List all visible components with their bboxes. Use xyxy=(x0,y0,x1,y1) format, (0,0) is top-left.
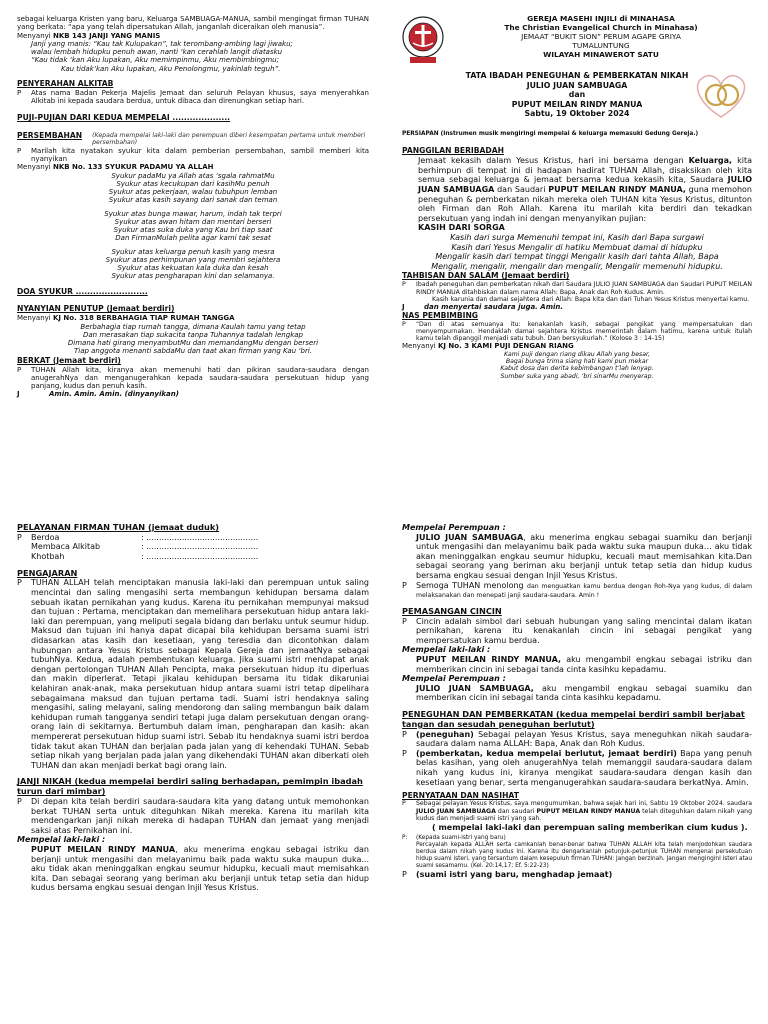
marker: P xyxy=(17,532,22,542)
text-run: Semoga TUHAN menolong xyxy=(416,580,528,590)
section-heading: PUJI-PUJIAN DARI KEDUA MEMPELAI .................... xyxy=(17,113,231,123)
text-run: kita berhimpun di tempat ini di hadapan hadirat TUHAN Allah, disaksikan oleh kita semua sebagai keluarga & jemaat bersama kedua kekasih kita, Saudara xyxy=(418,156,753,185)
lyric-line: “Kau tidak ‘kan Aku lupakan, Aku memimpinmu, Aku membimbingmu; xyxy=(31,56,279,65)
marker: P xyxy=(17,797,22,807)
marker: J xyxy=(402,303,405,312)
service-title: TATA IBADAH PENEGUHAN & PEMBERKATAN NIKAH xyxy=(465,71,689,80)
text-run: Sebagai pelayan Yesus Kristus, saya meneguhkan nikah saudara-saudara dalam nama ALLAH: Bapa, Anak dan Roh Kudus. xyxy=(416,729,752,749)
lyrics-block xyxy=(402,233,752,271)
church-name: GEREJA MASEHI INJILI di MINAHASA xyxy=(527,14,675,23)
page1-left-column xyxy=(17,15,369,399)
instruction xyxy=(17,366,369,391)
text-run: PUPUT MEILAN RINDY MANUA, xyxy=(548,185,686,195)
instruction xyxy=(17,578,369,770)
role-label: Membaca Alkitab xyxy=(31,542,101,552)
service-title-block xyxy=(402,71,752,119)
vow-name: JULIO JUAN SAMBUAGA xyxy=(416,532,524,542)
speaker-label: Mempelai Perempuan : xyxy=(402,674,506,684)
song-title: NKB 143 JANJI YANG MANIS xyxy=(52,31,161,40)
marker: P: xyxy=(402,835,408,842)
instruction xyxy=(402,800,752,822)
section-note: (Kepada mempelai laki-laki dan perempuan diberi kesempatan pertama untuk memberi persembahan) xyxy=(92,132,366,147)
instruction xyxy=(402,617,752,646)
marker: P xyxy=(402,320,406,328)
preparation-label: PERSIAPAN xyxy=(402,130,439,137)
service-date: Sabtu, 19 Oktober 2024 xyxy=(524,109,630,118)
instruction-text: (suami istri yang baru, menghadap jemaat) xyxy=(416,869,613,879)
section-heading: NAS PEMBIMBING xyxy=(402,310,479,320)
role-value: : ............................................ xyxy=(141,532,259,542)
section-heading: TAHBISAN DAN SALAM (Jemaat berdiri) xyxy=(402,271,570,281)
lyric-line: Dan merasakan tiap sukacita tanpa Tuhannya tadalah lengkap xyxy=(83,330,303,339)
text-run: (peneguhan) xyxy=(416,729,474,739)
instruction xyxy=(402,321,752,343)
text-run: Jemaat kekasih dalam Yesus Kristus, hari ini bersama dengan xyxy=(418,156,689,166)
page1-right-column xyxy=(402,15,752,380)
lyric-line: Janji yang manis: “Kau tak Kulupakan”, tak terombang-ambing lagi jiwaku; xyxy=(31,39,293,48)
section-heading: NYANYIAN PENUTUP (Jemaat berdiri) xyxy=(17,304,175,314)
lyric-line: Syukur atas pekerjaan, walau tubuhpun lemban xyxy=(108,188,278,197)
marker: J xyxy=(17,390,20,399)
role-row xyxy=(17,533,369,543)
marker: P xyxy=(402,580,407,590)
instruction xyxy=(402,730,752,749)
song-prefix: Menyanyi xyxy=(17,31,53,40)
lyric-line: Syukur atas awan hitam dan mentari berseri xyxy=(114,217,272,226)
marker: P xyxy=(402,281,406,289)
text-run: dan Saudari xyxy=(494,185,549,195)
region-name: WILAYAH MINAWEROT SATU xyxy=(543,49,659,59)
vow-text xyxy=(402,684,752,703)
vow-body: aku mengambil engkau sebagai suamiku dan memberikan cicin ini sebagai tanda cinta kasihku kepadamu. xyxy=(416,683,752,703)
instruction-text: TUHAN Allah kita, kiranya akan memenuhi hati dan pikiran saudara-saudara dengan anugerahNya dan menganugerahkan kepada saudara-saudara persekutuan hidup yang panjang, kudus dan penuh kasih. xyxy=(31,365,369,391)
lyrics-block xyxy=(17,172,369,281)
song-prefix: Menyanyi xyxy=(17,163,53,172)
speaker-label: Mempelai laki-laki : xyxy=(17,835,106,845)
text-run: JULIO JUAN SAMBUAGA xyxy=(416,807,496,815)
lyric-line: Kabut dosa dan derita kebimbangan t’lah lenyap. xyxy=(500,365,654,373)
text-run: Sebagai pelayan Yesus Kristus, saya mengumumkan, bahwa sejak hari ini, Sabtu 19 Oktober 2024. saudara xyxy=(416,800,752,808)
section-heading: PEMASANGAN CINCIN xyxy=(402,605,502,616)
response-text: Amin. Amin. Amin. (dinyanyikan) xyxy=(49,390,179,399)
section-heading: JANJI NIKAH (kedua mempelai berdiri saling berhadapan, pemimpin ibadah turun dari mimbar) xyxy=(17,776,363,797)
church-info xyxy=(450,15,752,59)
section-heading: PELAYANAN FIRMAN TUHAN (jemaat duduk) xyxy=(17,522,220,532)
persembahan-header xyxy=(17,132,369,147)
role-label: Berdoa xyxy=(31,532,60,542)
section-heading: PENGAJARAN xyxy=(17,567,78,578)
section-heading: PERSEMBAHAN xyxy=(17,131,83,141)
preparation-text: (Instrumen musik mengiringi mempelai & keluarga memasuki Gedung Gereja.) xyxy=(438,130,699,137)
text-run: guna memohon peneguhan & pemberkatan nikah mereka oleh TUHAN kita Yesus Kristus, ditunton oleh Firman dan Roh Allah. Karena itu marilah kita berdiri dan tekadkan persekutuan yang indah ini dengan menyanyikan pujian: xyxy=(418,185,752,223)
lyric-line: Bagai bunga trima siang hati kami pun mekar xyxy=(505,358,649,365)
lyric-line: Mengalir kasih dari tempat tinggi Mengalir kasih dari tahta Allah, Bapa xyxy=(435,252,719,262)
vow-body: , aku menerima engkau sebagai suamiku dan berjanji untuk mengasihi dan melayanimu baik pada waktu suka maupun duka… aku tidak akan meninggalkan engkau seumur hidupku, kecuali maut memisahkan kita.Dan sebagai seorang yang beriman aku berjanji untuk tetap setia dan hidup kudus bersama engkau sesuai dengan Injil Yesus Kristus. xyxy=(416,532,752,580)
section-heading: BERKAT (Jemaat berdiri) xyxy=(17,355,121,365)
vow-body: , aku menerima engkau sebagai istriku dan berjanji untuk mengasihi dan melayanimu baik pada waktu suka maupun duka... aku tidak akan meninggalkan engkau seumur hidupku, kecuali maut memisahkan kita. Dan sebagai seorang yang beriman aku berjanji untuk tetap setia dan hidup kudus bersama engkau sesuai dengan Injil Yesus Kristus. xyxy=(31,845,370,893)
marker: P xyxy=(402,729,407,739)
lyric-line: Dimana hati girang menyambutMu dan memandangMu dengan berseri xyxy=(67,339,319,348)
instruction xyxy=(17,797,369,835)
song-line xyxy=(402,342,752,350)
instruction xyxy=(17,89,369,106)
instruction xyxy=(402,281,752,296)
lyric-line: walau lembah hidupku penuh awan, nanti ‘kan cerahlah langit diatasku xyxy=(31,48,283,56)
instruction xyxy=(402,581,752,600)
lyric-line: Syukur atas keluarga penuh kasih yang mesra xyxy=(111,247,275,256)
song-line xyxy=(17,314,369,322)
role-row xyxy=(17,542,369,552)
text-run: dan menguatkan kamu berdua dengan Roh-Nya yang kudus, di dalam melaksanakan dan menepati janji saudara-saudara. Amin ! xyxy=(416,582,752,600)
congregation-location: TUMALUNTUNG xyxy=(572,40,630,50)
church-logo-icon xyxy=(402,15,444,65)
section-heading: PENEGUHAN DAN PEMBERKATAN (kedua mempelai berdiri sambil berjabat tangan dan sesudah peneguhan berlutut) xyxy=(402,708,745,729)
instruction xyxy=(17,147,369,164)
lyric-line: Syukur atas suka duka yang Kau bri tiap saat xyxy=(113,226,273,235)
lyric-line: Syukur atas kecukupan dari kasihMu penuh xyxy=(116,179,270,188)
text-run: Keluarga, xyxy=(688,156,733,166)
church-header xyxy=(402,15,752,65)
page2-right-column xyxy=(402,523,752,880)
greeting-text: Kasih karunia dan damai sejahtera dari Allah: Bapa kita dan dari Tuhan Yesus Kristus menyertai kamu. xyxy=(432,295,750,303)
preparation-note xyxy=(402,131,752,138)
role-label: Khotbah xyxy=(31,552,65,562)
congregation-name: JEMAAT “BUKIT SION” PERUM AGAPE GRIYA xyxy=(521,31,681,41)
instruction-text: TUHAN ALLAH telah menciptakan manusia laki-laki dan perempuan untuk saling mencintai dan saling mengasihi serta membangun kehidupan bersama dalam sebuah ikatan pernikahan yang kudus. Karena itu pernikahan mempunyai maksud dan tujuan : Pertama, menciptakan dan memelihara persekutuan hidup antara laki-laki dan perempuan, yang meliputi segala bidang dan berlaku untuk seumur hidup. Maksud dan tujuan ini hanya dapat dicapai bila kehidupan bersama suami istri didasarkan atas kasih dan kesetiaan, yang teresdia dan dicontohkan dalam hubungan antara Yesus Kristus sebagai Kepala Gereja dan jemaatNya sebagai tubuhNya. Kedua, adalah pembentukan keluarga. Jika suami istri mendapat anak dengan pertolongan TUHAN Allah Pencipta, maka persekutuan hidup itu diperluas dan makin diperlerat. Tetapi jikalau kehidupan bersama itu tidak dikaruniai kelahiran anak-anak, maka persekutuan hidup antara suami istri tetap dipelihara sebagaimana maksud dan tujuan pertama tadi. Suami istri hendaknya saling mengasihi, saling melayani, saling mendorong dan saling membangun baik dalam kehidupan rumah tangganya sendiri tetapi juga dalam persekutuan dengan orang-orang lain di sekitarnya. Bertumbuh dalam iman, pengharapan dan kasih: akan mempererat persekutuan hidup suami istri. Sebab itu hendaknya suami istri berdoa tidak takut akan TUHAN dan berjalan pada jalan yang di kehendaki TUHAN. Sebab setiap nikah yang berjalan pada jalan yang dikehendaki TUHAN akan diberkati oleh TUHAN dan akan menjadi berkat bagi orang lain. xyxy=(31,578,369,770)
instruction-text: Di depan kita telah berdiri saudara-saudara kita yang datang untuk memohonkan berkat TUHAN serta untuk diteguhkan Nikah mereka. Karena itu marilah kita mendengarkan janji nikah mereka di hadapan TUHAN dan jemaat yang menjadi saksi atas Pernikahan ini. xyxy=(31,797,369,835)
text-run: (pemberkatan, kedua mempelai berlutut, jemaat berdiri) xyxy=(416,748,677,758)
lyric-line: Kami puji dengan riang dikau Allah yang besar, xyxy=(504,350,650,358)
vow-text xyxy=(402,533,752,581)
speaker-label: Mempelai Perempuan : xyxy=(402,523,506,532)
lyric-line: Mengalir, mengalir, mengalir dan mengalir, Mengalir memenuhi hidupku. xyxy=(431,261,723,271)
instruction-note: ( mempelai laki-laki dan perempuan saling memberikan cium kudus ). xyxy=(432,822,748,832)
lyric-line: Sumber suka yang abadi, ‘bri sinarMu menyerap. xyxy=(500,372,654,380)
instruction xyxy=(402,749,752,787)
lyrics-block xyxy=(17,40,369,73)
lyric-line: Syukur atas pengharapan kini dan selamanya. xyxy=(111,272,275,281)
lyric-line: Kau tidak’kan Aku lupakan, Aku Penolongmu, yakinlah teguh”. xyxy=(61,64,281,73)
vow-text xyxy=(402,655,752,674)
vow-name: PUPUT MEILAN RINDY MANUA, xyxy=(416,654,562,664)
song-title: NKB No. 133 SYUKUR PADAMU YA ALLAH xyxy=(52,163,214,172)
instruction-text: Atas nama Badan Pekerja Majelis Jemaat dan seluruh Pelayan khusus, saya menyerahkan Alkitab ini kepada saudara berdua, untuk dibaca dan direnungkan setiap hari. xyxy=(31,88,369,105)
vow-name: PUPUT MEILAN RINDY MANUA xyxy=(31,845,176,854)
song-line xyxy=(17,32,369,40)
section-heading: PANGGILAN BERIBADAH xyxy=(402,146,504,156)
song-title: KJ No. 318 BERBAHAGIA TIAP RUMAH TANGGA xyxy=(52,314,235,323)
section-heading: PERNYATAAN DAN NASIHAT xyxy=(402,791,519,801)
song-prefix: Menyanyi xyxy=(402,342,438,351)
lyric-line: Syukur atas perhimpunan yang membri sejahtera xyxy=(105,255,281,264)
instruction-text: “Dan di atas semuanya itu: kenakanlah kasih, sebagai pengikat yang mempersatukan dan menyempurnakan. Hendaklah damai sejahtera Kristus memerintah dalam hatimu, karena untuk itulah kamu telah dipanggil menjadi satu tubuh. Dan bersyukurlah.” (Kolose 3 : 14-15) xyxy=(416,320,752,343)
lyric-line: Berbahagia tiap rumah tangga, dimana Kaulah tamu yang tetap xyxy=(80,322,306,331)
response xyxy=(17,390,369,398)
marker: P xyxy=(17,146,22,155)
text-run: JULIO JUAN SAMBUAGA xyxy=(418,175,752,195)
groom-name: JULIO JUAN SAMBUAGA xyxy=(526,80,628,90)
call-to-worship-text xyxy=(402,156,752,223)
instruction xyxy=(402,870,752,880)
text-run: PUPUT MEILAN RINDY MANUA xyxy=(536,807,641,815)
lyric-line: Dan FirmanMulah pelita agar kami tak sesat xyxy=(115,234,271,243)
lyrics-block xyxy=(402,351,752,380)
section-heading: DOA SYUKUR ......................... xyxy=(17,286,148,296)
vow-body: aku mengambil engkau sebagai istriku dan memberikan cincin ini sebagai tanda cinta kasihku kepadamu. xyxy=(416,654,752,674)
role-row xyxy=(17,552,369,562)
marker: P xyxy=(402,800,406,808)
title-and: dan xyxy=(568,90,586,99)
section-heading: PENYERAHAN ALKITAB xyxy=(17,78,114,88)
text-run: Bapa yang penuh belas kasihan, yang oleh anugerahNya telah memanggil saudara-saudara dalam nikah yang kudus ini, kiranya mengikat saudara-saudara dengan kasih dan kesetiaan yang benar, serta menganugerahkan saudara-saudara berkatNya. Amin. xyxy=(416,748,752,787)
speaker-label: Mempelai laki-laki : xyxy=(402,645,491,655)
role-value: : ............................................ xyxy=(141,552,259,562)
instruction xyxy=(402,835,752,870)
marker: P xyxy=(17,578,22,588)
lyrics-block xyxy=(17,323,369,356)
text-run: (Kepada suami-istri yang baru) xyxy=(416,835,506,842)
instruction-text: Marilah kita nyatakan syukur kita dalam pemberian persembahan, sambil memberi kita nyanyikan xyxy=(31,146,369,164)
text-run: dan saudari xyxy=(495,807,537,815)
marker: P xyxy=(402,616,407,626)
service-roles xyxy=(17,533,369,562)
song-title: KJ No. 3 KAMI PUJI DENGAN RIANG xyxy=(437,342,574,351)
lyric-line: Tiap anggota menanti sabdaMu dan taat akan firman yang Kau ‘bri. xyxy=(73,347,313,356)
instruction-text: Cincin adalah simbol dari sebuah hubungan yang saling mencintai dalam ikatan pernikahan, karena itu kenakanlah cincin ini sebagai pengikat yang mempersatukan kamu berdua. xyxy=(416,616,752,645)
song-prefix: Menyanyi xyxy=(17,314,53,323)
lyric-line: Syukur atas bunga mawar, harum, indah tak terpri xyxy=(104,209,282,218)
lyric-line: Kasih dari Yesus Mengalir di hatiku Membuat damai di hidupku xyxy=(451,242,703,252)
lyric-line: Syukur padaMu ya Allah atas ‘sgala rahmatMu xyxy=(111,171,275,180)
lyric-line: Syukur atas kekuatan kala duka dan kesah xyxy=(117,264,269,273)
church-name-en: The Christian Evangelical Church in Minahasa) xyxy=(504,22,698,32)
lyric-line: Syukur atas kasih sayang dari sanak dan teman xyxy=(108,196,278,205)
vow-name: JULIO JUAN SAMBUAGA, xyxy=(416,683,534,693)
marker: P xyxy=(402,748,407,758)
response-text: dan menyertai saudara juga. Amin. xyxy=(424,303,564,312)
wedding-rings-icon xyxy=(686,65,756,125)
hymn-title: KASIH DARI SORGA xyxy=(418,223,505,233)
role-value: : ............................................ xyxy=(141,542,259,552)
marker: P xyxy=(17,88,22,97)
marker: P xyxy=(402,869,407,879)
bride-name: PUPUT MEILAN RINDY MANUA xyxy=(511,99,643,109)
intro-text: sebagai keluarga Kristen yang baru, Keluarga SAMBUAGA-MANUA, sambil mengingat firman TUHAN yang berkata: “apa yang telah dipersatukan Allah, janganlah diceraikan oleh manusia”. xyxy=(17,15,369,32)
lyric-line: Kasih dari surga Memenuhi tempat ini, Kasih dari Bapa surgawi xyxy=(450,233,704,243)
instruction-text: Ibadah peneguhan dan pemberkatan nikah dari Saudara JULIO JUAN SAMBUAGA dan Saudari PUPUT MEILAN RINDY MANUA ditahbiskan dalam nama Allah: Bapa, Anak dan Roh Kudus. Amin. xyxy=(416,281,752,296)
vow-text xyxy=(17,845,369,893)
marker: P xyxy=(17,365,22,374)
text-run: telah diteguhkan dalam nikah yang kudus dan menjadi suami istri yang sah. xyxy=(416,807,753,823)
text-run: Percayalah kepada ALLAH serta camkanlah benar-benar bahwa TUHAN ALLAH kita telah menjodohkan saudara berdua dalam nikah yang kudus ini. Karena itu dengarkanlah petunjuk-petunjuk TUHAN mengenai persekutuan hidup suami isteri, yang tersantum dalam kesepuluh firman TUHAN: Jangan berzinah. Jangan menginginI isteri atau suami sesamamu. (Kel. 20:14,17; Ef. 5:22-23) xyxy=(416,842,752,870)
song-line xyxy=(17,163,369,171)
page2-left-column xyxy=(17,523,369,893)
